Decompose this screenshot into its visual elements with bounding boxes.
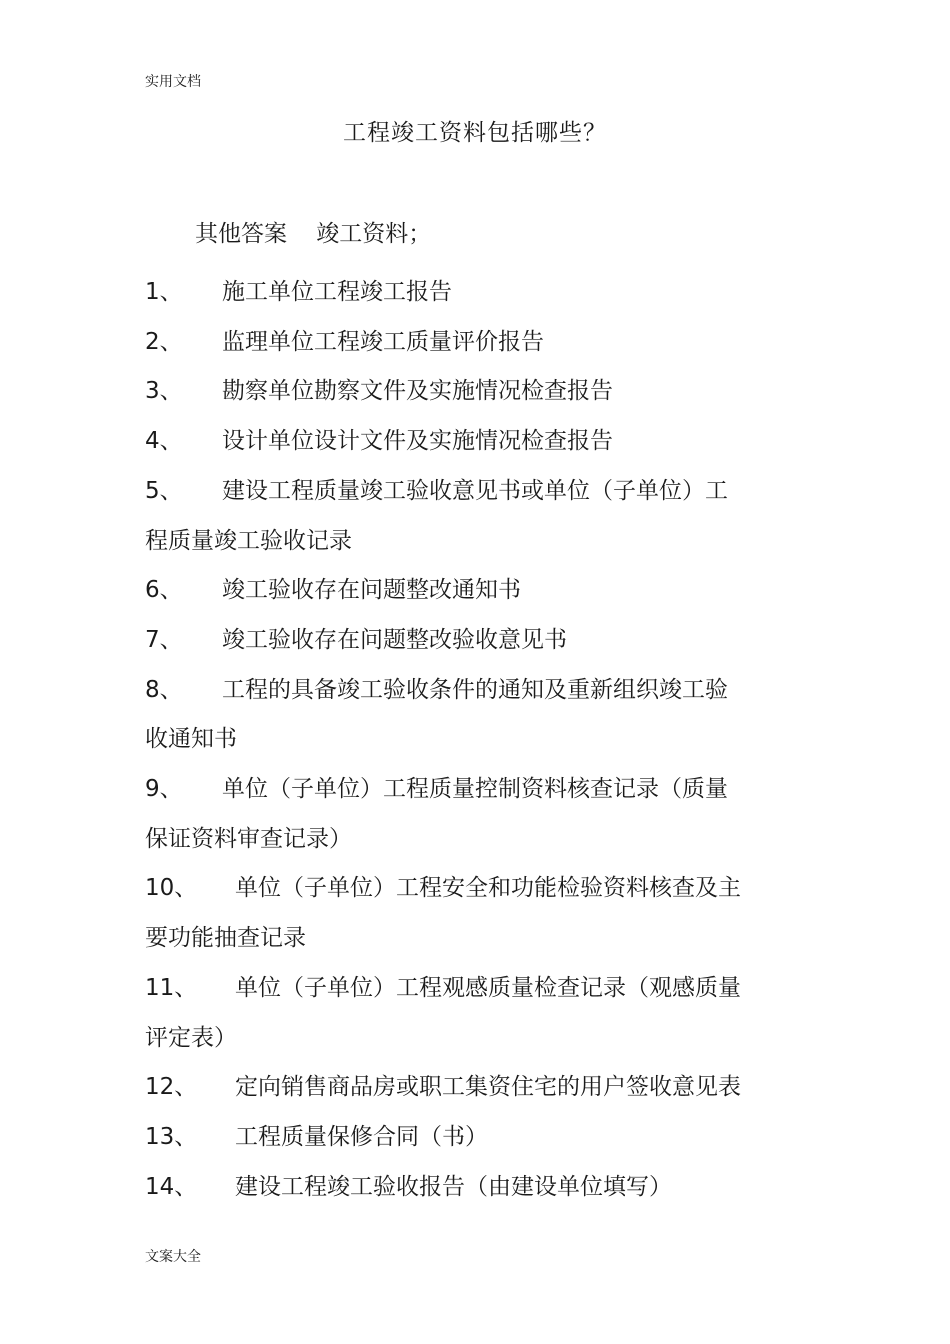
page-footer-label: 文案大全 [145,1249,201,1265]
item-text-continuation: 要功能抽查记录 [145,925,306,952]
list-item [145,268,805,318]
list-item-continuation [145,517,805,567]
item-text-continuation: 保证资料审查记录） [145,825,352,852]
item-number: 13、 [145,1123,198,1150]
item-text-continuation: 评定表） [145,1024,237,1051]
list-item-continuation [145,1014,805,1064]
item-text: 建设工程竣工验收报告（由建设单位填写） [235,1173,672,1200]
list-item [145,1163,805,1213]
list-item-continuation [145,815,805,865]
item-text: 单位（子单位）工程观感质量检查记录（观感质量 [235,974,741,1001]
item-number: 10、 [145,875,198,902]
item-text: 建设工程质量竣工验收意见书或单位（子单位）工 [222,477,728,504]
item-text: 工程质量保修合同（书） [235,1123,488,1150]
list-item [145,666,805,716]
list-item [145,765,805,815]
item-text: 竣工验收存在问题整改验收意见书 [222,626,567,653]
list-item [145,417,805,467]
item-number: 8、 [145,676,183,703]
list-item [145,964,805,1014]
document-list [145,268,805,1212]
item-text-continuation: 收通知书 [145,726,237,753]
item-text: 设计单位设计文件及实施情况检查报告 [222,428,613,455]
item-number: 9、 [145,776,183,803]
item-number: 5、 [145,477,183,504]
list-item-continuation [145,914,805,964]
item-number: 3、 [145,378,183,405]
item-number: 12、 [145,1074,198,1101]
intro-line: 其他答案 竣工资料； [195,221,432,247]
item-number: 1、 [145,279,183,305]
list-item [145,467,805,517]
item-number: 11、 [145,974,198,1001]
item-text: 定向销售商品房或职工集资住宅的用户签收意见表 [235,1074,741,1101]
item-number: 6、 [145,577,183,604]
list-item [145,566,805,616]
item-text: 竣工验收存在问题整改通知书 [222,577,521,604]
item-number: 4、 [145,428,183,455]
list-item-continuation [145,715,805,765]
item-text: 单位（子单位）工程质量控制资料核查记录（质量 [222,776,728,803]
item-text: 工程的具备竣工验收条件的通知及重新组织竣工验 [222,676,728,703]
list-item [145,318,805,368]
document-title: 工程竣工资料包括哪些？ [343,120,607,146]
item-number: 14、 [145,1173,198,1200]
item-text: 单位（子单位）工程安全和功能检验资料核查及主 [235,875,741,902]
page-header-label: 实用文档 [145,74,201,90]
list-item [145,367,805,417]
item-number: 2、 [145,328,183,355]
item-text: 勘察单位勘察文件及实施情况检查报告 [222,378,613,405]
list-item [145,864,805,914]
list-item [145,1063,805,1113]
list-item [145,1113,805,1163]
item-text: 施工单位工程竣工报告 [222,279,452,305]
item-text: 监理单位工程竣工质量评价报告 [222,328,544,355]
item-number: 7、 [145,626,183,653]
list-item [145,616,805,666]
item-text-continuation: 程质量竣工验收记录 [145,527,352,554]
